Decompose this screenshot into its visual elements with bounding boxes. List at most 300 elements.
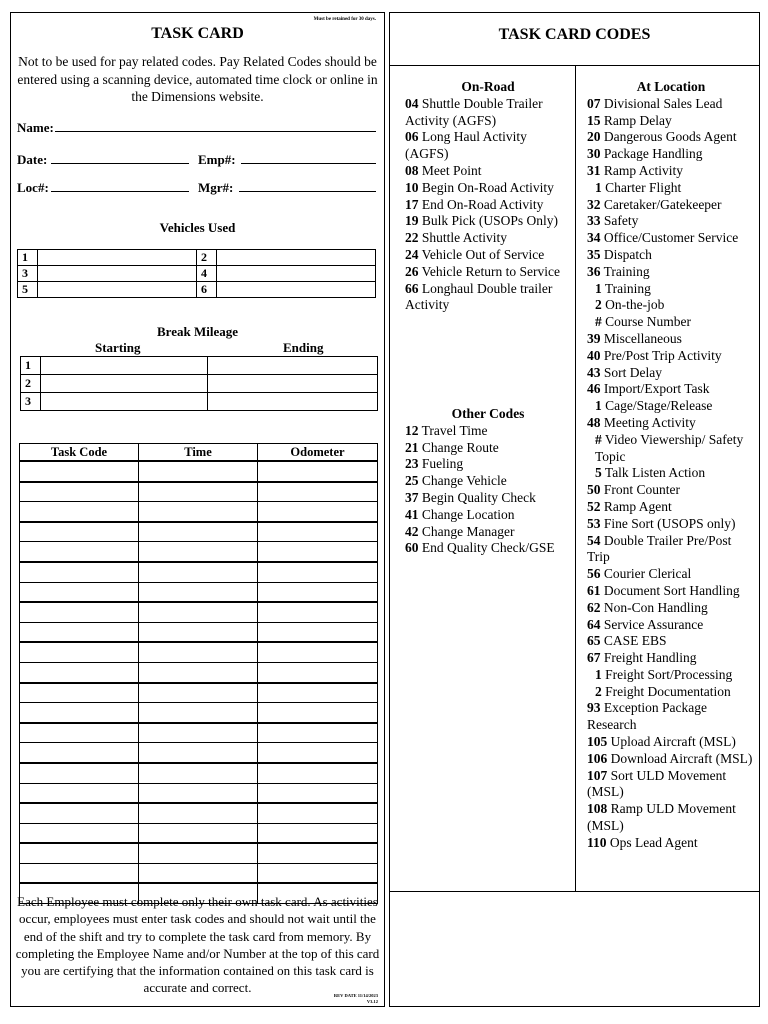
code-description: Fine Sort (USOPS only) [603, 515, 736, 531]
odometer-cell[interactable] [258, 743, 378, 763]
task-log-body [20, 461, 378, 904]
list-item [405, 230, 571, 247]
time-cell[interactable] [139, 683, 258, 703]
code-number: 62 [587, 599, 601, 615]
code-description: Freight Documentation [605, 683, 731, 699]
list-item [405, 473, 571, 490]
code-description: Non-Con Handling [603, 599, 708, 615]
odometer-cell[interactable] [258, 461, 378, 482]
code-number: 36 [587, 263, 601, 279]
code-number: 10 [405, 179, 419, 195]
code-description: Begin On-Road Activity [421, 179, 554, 195]
code-description: Ramp Activity [603, 162, 683, 178]
date-field[interactable] [51, 163, 189, 164]
other-codes-column [405, 406, 571, 557]
odometer-cell[interactable] [258, 662, 378, 682]
at-location-list [587, 96, 755, 852]
task-code-cell[interactable] [20, 683, 139, 703]
break-start-cell[interactable] [41, 375, 208, 393]
on-road-heading: On-Road [461, 79, 515, 94]
list-item [587, 348, 755, 365]
code-description: Course Number [605, 314, 691, 330]
list-item [405, 213, 571, 230]
task-code-cell[interactable] [20, 482, 139, 502]
list-item [405, 96, 571, 130]
odometer-cell[interactable] [258, 542, 378, 562]
break-row-number: 3 [21, 393, 41, 411]
vehicle-number: 2 [197, 250, 217, 266]
list-item [405, 180, 571, 197]
code-description: Vehicle Return to Service [421, 263, 560, 279]
list-item [587, 600, 755, 617]
list-item [587, 465, 755, 482]
table-row [20, 602, 378, 622]
code-description: Long Haul Activity (AGFS) [405, 129, 527, 162]
code-description: Front Counter [603, 482, 680, 498]
break-mileage-table [20, 356, 378, 411]
time-cell[interactable] [139, 461, 258, 482]
vehicle-number: 3 [18, 266, 38, 282]
code-description: Longhaul Double trailer Activity [405, 280, 553, 313]
code-number: 93 [587, 700, 601, 716]
odometer-cell[interactable] [258, 803, 378, 823]
code-description: Shuttle Activity [421, 230, 508, 246]
task-code-cell[interactable] [20, 863, 139, 883]
code-number: 33 [587, 213, 601, 229]
code-description: Office/Customer Service [603, 230, 739, 246]
table-row [20, 542, 378, 562]
code-description: Import/Export Task [603, 381, 710, 397]
list-item [587, 835, 755, 852]
break-end-cell[interactable] [208, 375, 378, 393]
list-item [405, 197, 571, 214]
code-number: 19 [405, 213, 419, 229]
table-row [20, 703, 378, 723]
list-item [587, 398, 755, 415]
table-row [20, 482, 378, 502]
table-row [20, 843, 378, 863]
code-number: 48 [587, 414, 601, 430]
code-description: End Quality Check/GSE [421, 540, 555, 556]
code-description: Sort Delay [603, 364, 662, 380]
code-description: Dispatch [603, 246, 652, 262]
code-number: 26 [405, 263, 419, 279]
list-item [587, 247, 755, 264]
odometer-cell[interactable] [258, 622, 378, 642]
list-item [587, 516, 755, 533]
task-code-cell[interactable] [20, 522, 139, 542]
table-row [20, 461, 378, 482]
odometer-cell[interactable] [258, 642, 378, 662]
at-location-heading: At Location [636, 79, 706, 94]
list-item [587, 499, 755, 516]
odometer-cell[interactable] [258, 763, 378, 783]
emp-label: Emp#: [198, 152, 236, 167]
code-description: CASE EBS [603, 633, 667, 649]
odometer-cell[interactable] [258, 522, 378, 542]
loc-field[interactable] [51, 191, 189, 192]
code-description: Service Assurance [603, 616, 704, 632]
odometer-cell[interactable] [258, 582, 378, 602]
mgr-label: Mgr#: [198, 180, 234, 195]
code-description: Ramp Delay [603, 112, 672, 128]
code-number: 66 [405, 280, 419, 296]
list-item [587, 650, 755, 667]
time-cell[interactable] [139, 522, 258, 542]
list-item [405, 490, 571, 507]
task-code-cell[interactable] [20, 703, 139, 723]
list-item [587, 230, 755, 247]
odometer-cell[interactable] [258, 502, 378, 522]
task-code-cell[interactable] [20, 662, 139, 682]
on-road-list [405, 96, 571, 314]
break-start-cell[interactable] [41, 393, 208, 411]
code-number: 61 [587, 582, 601, 598]
list-item [587, 734, 755, 751]
break-end-cell[interactable] [208, 357, 378, 375]
vehicles-table [17, 249, 376, 298]
time-cell[interactable] [139, 863, 258, 883]
time-cell[interactable] [139, 823, 258, 843]
table-row [20, 803, 378, 823]
vehicle-number: 4 [197, 266, 217, 282]
list-item [405, 163, 571, 180]
code-description: Exception Package Research [587, 700, 707, 733]
code-number: 50 [587, 482, 601, 498]
task-code-cell[interactable] [20, 823, 139, 843]
codes-title: TASK CARD CODES [498, 26, 651, 43]
task-card [10, 12, 385, 1007]
name-label: Name: [17, 120, 54, 135]
code-number: 67 [587, 650, 601, 666]
code-description: Upload Aircraft (MSL) [610, 734, 736, 750]
code-description: End On-Road Activity [421, 196, 544, 212]
list-item [405, 440, 571, 457]
time-cell[interactable] [139, 763, 258, 783]
table-row [20, 582, 378, 602]
code-number: 37 [405, 489, 419, 505]
code-number: 32 [587, 196, 601, 212]
list-item [587, 197, 755, 214]
table-row [18, 282, 376, 298]
time-cell[interactable] [139, 642, 258, 662]
code-description: Courier Clerical [603, 566, 692, 582]
list-item [587, 163, 755, 180]
time-header: Time [139, 444, 258, 462]
code-description: Ops Lead Agent [609, 834, 698, 850]
odometer-cell[interactable] [258, 562, 378, 582]
code-description: Travel Time [421, 422, 488, 438]
list-item [587, 583, 755, 600]
break-ending-label: Ending [283, 340, 324, 355]
code-description: Vehicle Out of Service [421, 246, 545, 262]
code-description: Bulk Pick (USOPs Only) [421, 213, 559, 229]
name-field[interactable] [55, 131, 376, 132]
list-item [587, 331, 755, 348]
code-number: 5 [595, 465, 602, 481]
table-row [18, 266, 376, 282]
certification-text: Each Employee must complete only their own task card. As activities occur, employees must enter task codes and should not wait until the end of the shift and try to complete the task card from memory. By completing the Employee Name and/or Number at the top of this card you are certifying that the information contained on this task card is accurate and correct. [15, 894, 380, 996]
code-number: 1 [595, 398, 602, 414]
code-description: Ramp Agent [603, 498, 672, 514]
list-item [587, 314, 755, 331]
time-cell[interactable] [139, 502, 258, 522]
list-item [405, 281, 571, 315]
code-number: 64 [587, 616, 601, 632]
table-row [20, 642, 378, 662]
code-description: Charter Flight [605, 179, 682, 195]
other-codes-list [405, 423, 571, 557]
list-item [587, 482, 755, 499]
code-number: 24 [405, 246, 419, 262]
break-starting-label: Starting [95, 340, 141, 355]
task-card-title: TASK CARD [151, 25, 244, 42]
odometer-header: Odometer [258, 444, 378, 462]
code-description: Sort ULD Movement (MSL) [587, 767, 727, 800]
code-number: 21 [405, 439, 419, 455]
time-cell[interactable] [139, 703, 258, 723]
time-cell[interactable] [139, 562, 258, 582]
list-item [587, 365, 755, 382]
task-code-cell[interactable] [20, 843, 139, 863]
code-description: Caretaker/Gatekeeper [603, 196, 722, 212]
task-card-codes [389, 12, 760, 1007]
time-cell[interactable] [139, 482, 258, 502]
code-number: 108 [587, 801, 608, 817]
vehicle-cell[interactable] [217, 282, 376, 298]
task-code-cell[interactable] [20, 642, 139, 662]
code-number: # [595, 314, 602, 330]
list-item [405, 507, 571, 524]
list-item [587, 297, 755, 314]
task-code-cell[interactable] [20, 803, 139, 823]
break-row-number: 1 [21, 357, 41, 375]
code-description: Freight Handling [603, 650, 697, 666]
list-item [587, 146, 755, 163]
code-description: Fueling [421, 456, 464, 472]
code-number: 105 [587, 734, 608, 750]
task-code-cell[interactable] [20, 783, 139, 803]
code-number: 110 [587, 834, 607, 850]
table-row [20, 743, 378, 763]
odometer-cell[interactable] [258, 482, 378, 502]
odometer-cell[interactable] [258, 723, 378, 743]
intro-text: Not to be used for pay related codes. Pay Related Codes should be entered using a scanning device, automated time clock or online in the Dimensions website. [17, 54, 378, 104]
vehicle-cell[interactable] [38, 250, 197, 266]
list-item [405, 129, 571, 163]
code-number: 40 [587, 347, 601, 363]
code-number: 22 [405, 230, 419, 246]
list-item [587, 617, 755, 634]
table-row [21, 393, 378, 411]
other-codes-heading: Other Codes [451, 406, 525, 421]
time-cell[interactable] [139, 662, 258, 682]
code-description: Talk Listen Action [604, 465, 706, 481]
table-row [20, 522, 378, 542]
list-item [587, 768, 755, 802]
table-row [21, 357, 378, 375]
vehicles-used-title: Vehicles Used [159, 220, 236, 235]
at-location-column [587, 79, 755, 852]
time-cell[interactable] [139, 602, 258, 622]
time-cell[interactable] [139, 622, 258, 642]
code-description: Shuttle Double Trailer Activity (AGFS) [405, 95, 543, 128]
code-number: 04 [405, 95, 419, 111]
code-description: Video Viewership/ Safety Topic [595, 431, 744, 464]
code-number: # [595, 431, 602, 447]
loc-label: Loc#: [17, 180, 49, 195]
list-item [587, 684, 755, 701]
retention-note: Must be retained for 30 days. [313, 17, 376, 22]
vehicle-number: 1 [18, 250, 38, 266]
code-description: Freight Sort/Processing [605, 666, 733, 682]
list-item [587, 667, 755, 684]
code-number: 42 [405, 523, 419, 539]
table-row [20, 763, 378, 783]
odometer-cell[interactable] [258, 863, 378, 883]
vehicle-cell[interactable] [38, 282, 197, 298]
task-code-cell[interactable] [20, 723, 139, 743]
time-cell[interactable] [139, 582, 258, 602]
list-item [587, 113, 755, 130]
task-code-cell[interactable] [20, 502, 139, 522]
code-description: Training [603, 263, 650, 279]
mgr-field[interactable] [239, 191, 376, 192]
code-description: Dangerous Goods Agent [603, 129, 737, 145]
code-number: 08 [405, 162, 419, 178]
code-description: Ramp ULD Movement (MSL) [587, 801, 736, 834]
on-road-column [405, 79, 571, 314]
code-description: Document Sort Handling [603, 582, 740, 598]
table-row [20, 783, 378, 803]
table-row [20, 502, 378, 522]
odometer-cell[interactable] [258, 843, 378, 863]
code-number: 07 [587, 95, 601, 111]
list-item [587, 264, 755, 281]
list-item [405, 264, 571, 281]
break-start-cell[interactable] [41, 357, 208, 375]
code-description: Change Manager [421, 523, 515, 539]
code-number: 34 [587, 230, 601, 246]
code-number: 43 [587, 364, 601, 380]
list-item [587, 566, 755, 583]
task-code-cell[interactable] [20, 542, 139, 562]
vehicle-cell[interactable] [38, 266, 197, 282]
odometer-cell[interactable] [258, 703, 378, 723]
list-item [587, 281, 755, 298]
code-description: Divisional Sales Lead [603, 95, 723, 111]
code-number: 35 [587, 246, 601, 262]
list-item [587, 415, 755, 432]
task-code-header: Task Code [20, 444, 139, 462]
code-description: Change Vehicle [421, 473, 507, 489]
date-label: Date: [17, 152, 48, 167]
code-description: Training [604, 280, 651, 296]
list-item [587, 751, 755, 768]
time-cell[interactable] [139, 723, 258, 743]
list-item [587, 633, 755, 650]
code-number: 20 [587, 129, 601, 145]
code-number: 31 [587, 162, 601, 178]
code-description: Package Handling [603, 146, 703, 162]
task-code-cell[interactable] [20, 763, 139, 783]
code-description: Begin Quality Check [421, 489, 536, 505]
list-item [405, 247, 571, 264]
code-number: 17 [405, 196, 419, 212]
table-row [20, 723, 378, 743]
task-code-cell[interactable] [20, 562, 139, 582]
divider [575, 65, 576, 891]
code-description: Safety [603, 213, 639, 229]
task-log-table [19, 443, 378, 904]
table-row [20, 622, 378, 642]
code-number: 53 [587, 515, 601, 531]
code-description: Change Location [421, 506, 515, 522]
code-description: Meeting Activity [603, 414, 696, 430]
code-number: 39 [587, 330, 601, 346]
time-cell[interactable] [139, 803, 258, 823]
odometer-cell[interactable] [258, 602, 378, 622]
task-code-cell[interactable] [20, 602, 139, 622]
task-code-cell[interactable] [20, 743, 139, 763]
list-item [405, 524, 571, 541]
vehicle-cell[interactable] [217, 266, 376, 282]
code-number: 52 [587, 498, 601, 514]
list-item [587, 432, 755, 466]
time-cell[interactable] [139, 542, 258, 562]
table-row [20, 863, 378, 883]
code-number: 23 [405, 456, 419, 472]
code-number: 12 [405, 422, 419, 438]
code-number: 1 [595, 179, 602, 195]
time-cell[interactable] [139, 843, 258, 863]
task-code-cell[interactable] [20, 622, 139, 642]
table-row [18, 250, 376, 266]
code-number: 54 [587, 532, 601, 548]
emp-field[interactable] [241, 163, 376, 164]
table-header-row [20, 444, 378, 462]
list-item [587, 801, 755, 835]
time-cell[interactable] [139, 743, 258, 763]
time-cell[interactable] [139, 783, 258, 803]
table-row [20, 562, 378, 582]
vehicle-number: 5 [18, 282, 38, 298]
odometer-cell[interactable] [258, 783, 378, 803]
task-code-cell[interactable] [20, 582, 139, 602]
code-number: 65 [587, 633, 601, 649]
table-row [20, 683, 378, 703]
table-row [20, 662, 378, 682]
list-item [587, 213, 755, 230]
code-number: 41 [405, 506, 419, 522]
code-description: On-the-job [605, 297, 665, 313]
list-item [405, 423, 571, 440]
break-end-cell[interactable] [208, 393, 378, 411]
list-item [405, 456, 571, 473]
odometer-cell[interactable] [258, 683, 378, 703]
break-row-number: 2 [21, 375, 41, 393]
vehicle-number: 6 [197, 282, 217, 298]
code-description: Change Route [421, 439, 499, 455]
list-item [587, 533, 755, 567]
version: V3.12 [366, 999, 378, 1004]
task-code-cell[interactable] [20, 461, 139, 482]
code-number: 60 [405, 540, 419, 556]
odometer-cell[interactable] [258, 823, 378, 843]
break-mileage-title: Break Mileage [157, 324, 238, 339]
table-row [20, 823, 378, 843]
vehicle-cell[interactable] [217, 250, 376, 266]
